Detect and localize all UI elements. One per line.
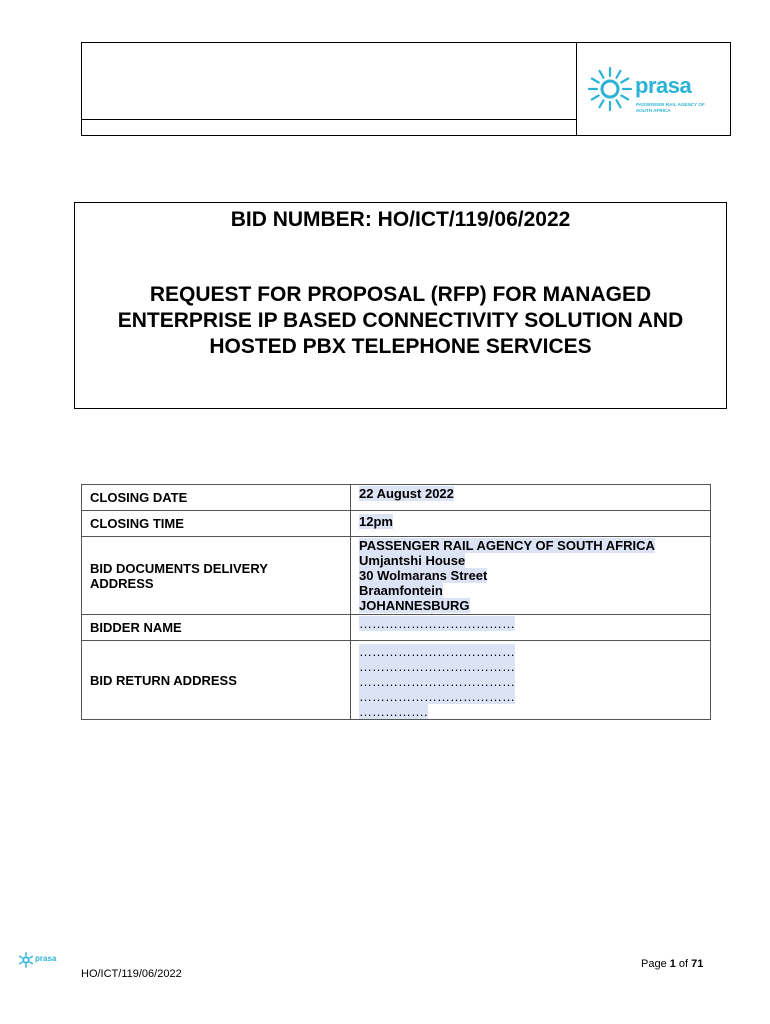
delivery-address-label: BID DOCUMENTS DELIVERY ADDRESS [82,537,351,615]
page-number [641,958,703,970]
header-box [81,42,731,136]
table-row-closing-date [82,485,711,511]
delivery-line: Braamfontein [359,583,443,598]
return-address-value [351,641,711,720]
closing-time-text: 12pm [359,514,393,529]
closing-date-text: 22 August 2022 [359,486,454,501]
delivery-line: PASSENGER RAIL AGENCY OF SOUTH AFRICA [359,538,655,553]
header-divider-horizontal [82,119,576,120]
closing-time-value [351,511,711,537]
title-box [74,202,727,409]
page-total: 71 [691,958,704,970]
header-divider-vertical [576,43,577,135]
bidder-name-label: BIDDER NAME [82,615,351,641]
return-address-line: ……………………………… [359,659,515,674]
return-address-line: ……………………………… [359,644,515,659]
closing-date-label: CLOSING DATE [82,485,351,511]
delivery-line: 30 Wolmarans Street [359,568,488,583]
logo-wordmark: prasa [635,73,692,98]
footer-logo [18,952,60,972]
table-row-delivery-address [82,537,711,615]
logo-subtitle: PASSENGER RAIL AGENCY OF SOUTH AFRICA [636,102,705,113]
table-row-bidder-name [82,615,711,641]
bidder-name-value [351,615,711,641]
footer-logo-wordmark: prasa [35,954,57,963]
table-row-closing-time [82,511,711,537]
table-row-return-address [82,641,711,720]
delivery-line: Umjantshi House [359,553,466,568]
prasa-emblem-small-icon [18,952,34,968]
return-address-line: ……………………………… [359,674,515,689]
rfp-title: REQUEST FOR PROPOSAL (RFP) FOR MANAGED ENTERPRISE IP BASED CONNECTIVITY SOLUTION AND HOSTED PBX TELEPHONE SERVICES [117,283,684,358]
bid-info-table [81,484,711,720]
prasa-logo [583,65,713,125]
page-current: 1 [669,958,676,970]
delivery-address-value [351,537,711,615]
prasa-emblem-icon [587,66,633,112]
closing-time-label: CLOSING TIME [82,511,351,537]
bid-number-heading: BID NUMBER: HO/ICT/119/06/2022 [230,208,571,231]
page-of: of [675,958,692,970]
return-address-line: ……………………………… [359,689,515,704]
delivery-line: JOHANNESBURG [359,598,470,613]
bidder-name-blank: ……………………………… [359,616,515,631]
closing-date-value [351,485,711,511]
page-prefix: Page [641,958,670,970]
return-address-label: BID RETURN ADDRESS [82,641,351,720]
return-address-line: ……………. [359,704,428,719]
document-code: HO/ICT/119/06/2022 [81,968,182,980]
